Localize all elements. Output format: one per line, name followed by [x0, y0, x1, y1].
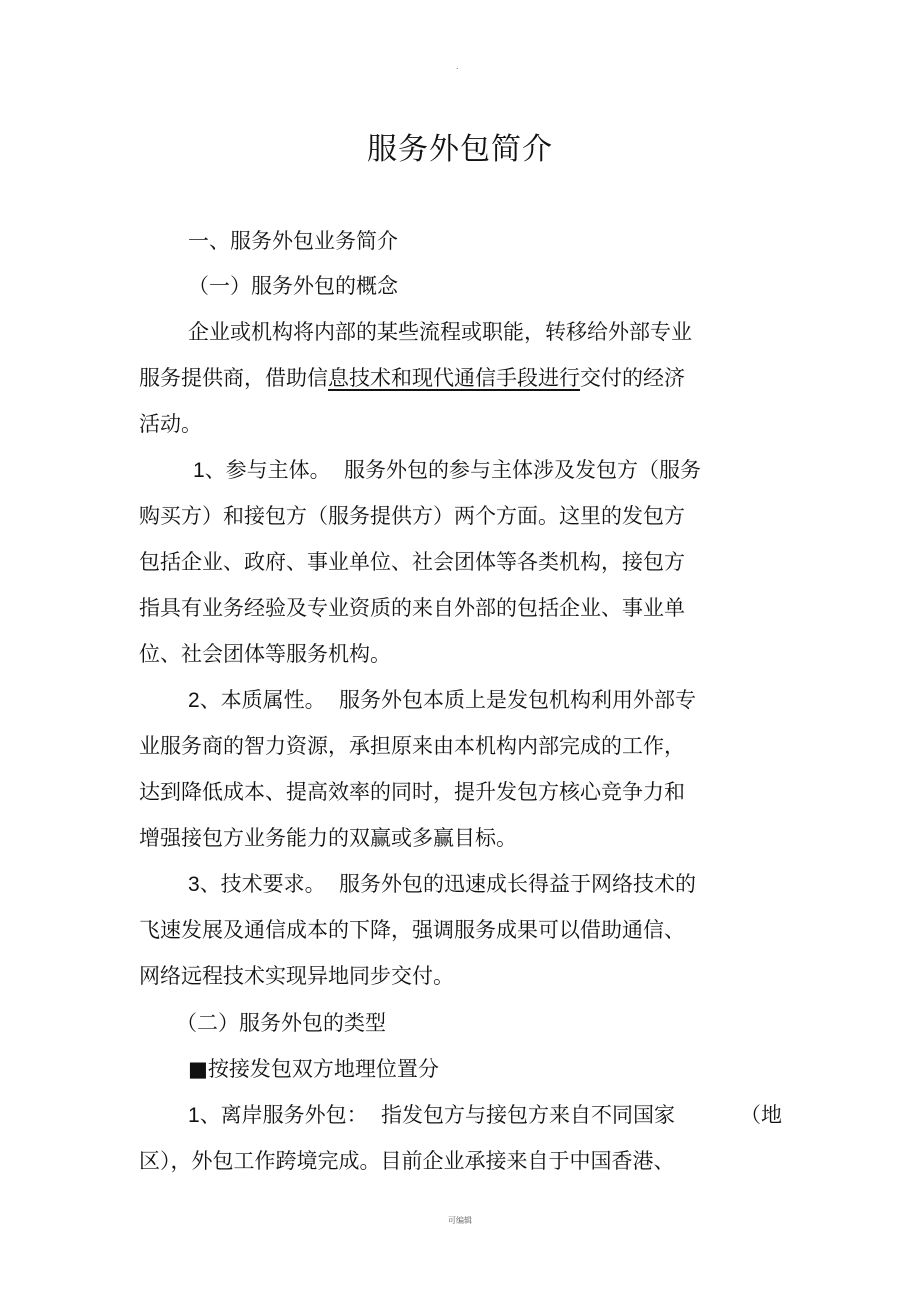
definition-line-1: 企业或机构将内部的某些流程或职能，转移给外部专业	[188, 320, 692, 344]
header-mark: .	[456, 62, 459, 71]
item2-line-1	[188, 686, 696, 715]
item3-number: 3	[188, 873, 200, 896]
page-title: 服务外包简介	[367, 132, 553, 167]
item2-line-3: 达到降低成本、提高效率的同时，提升发包方核心竞争力和	[139, 780, 685, 804]
item1-number: 1	[193, 459, 205, 482]
item2-line-1-text: 、本质属性。 服务外包本质上是发包机构利用外部专	[199, 688, 697, 712]
bullet-heading: ■按接发包双方地理位置分	[188, 1057, 439, 1081]
item2-line-4: 增强接包方业务能力的双赢或多赢目标。	[139, 826, 517, 850]
footer-note: 可编辑	[448, 1216, 472, 1225]
offshore-number: 1	[188, 1104, 200, 1127]
item1-line-1	[193, 456, 701, 485]
definition-underlined-phrase: 息技术和现代通信手段进行	[328, 366, 580, 390]
definition-line-2	[139, 364, 685, 392]
item2-number: 2	[188, 689, 200, 712]
section-heading: 一、服务外包业务简介	[188, 229, 398, 253]
item1-line-2: 购买方）和接包方（服务提供方）两个方面。这里的发包方	[139, 504, 685, 528]
item1-line-3: 包括企业、政府、事业单位、社会团体等各类机构，接包方	[139, 550, 685, 574]
item1-line-4: 指具有业务经验及专业资质的来自外部的包括企业、事业单	[139, 596, 685, 620]
item3-line-1-text: 、技术要求。 服务外包的迅速成长得益于网络技术的	[199, 872, 697, 896]
item3-line-3: 网络远程技术实现异地同步交付。	[139, 964, 454, 988]
offshore-line-1-tail: （地	[740, 1103, 782, 1127]
offshore-line-2: 区），外包工作跨境完成。目前企业承接来自于中国香港、	[139, 1149, 675, 1173]
definition-line-2-end: 交付的经济	[580, 366, 685, 390]
item1-line-1-text: 、参与主体。 服务外包的参与主体涉及发包方（服务	[204, 458, 702, 482]
definition-line-3: 活动。	[139, 412, 202, 436]
offshore-line-1-text: 、离岸服务外包： 指发包方与接包方来自不同国家	[199, 1103, 676, 1127]
item3-line-2: 飞速发展及通信成本的下降，强调服务成果可以借助通信、	[139, 918, 685, 942]
offshore-line-1	[188, 1101, 675, 1130]
item2-line-2: 业服务商的智力资源，承担原来由本机构内部完成的工作，	[139, 734, 685, 758]
subsection-heading-types: （二）服务外包的类型	[176, 1011, 386, 1035]
subsection-heading-concept: （一）服务外包的概念	[188, 274, 398, 298]
item3-line-1	[188, 870, 696, 899]
definition-line-2-start: 服务提供商，借助信	[139, 366, 328, 390]
item1-line-5: 位、社会团体等服务机构。	[139, 642, 391, 666]
